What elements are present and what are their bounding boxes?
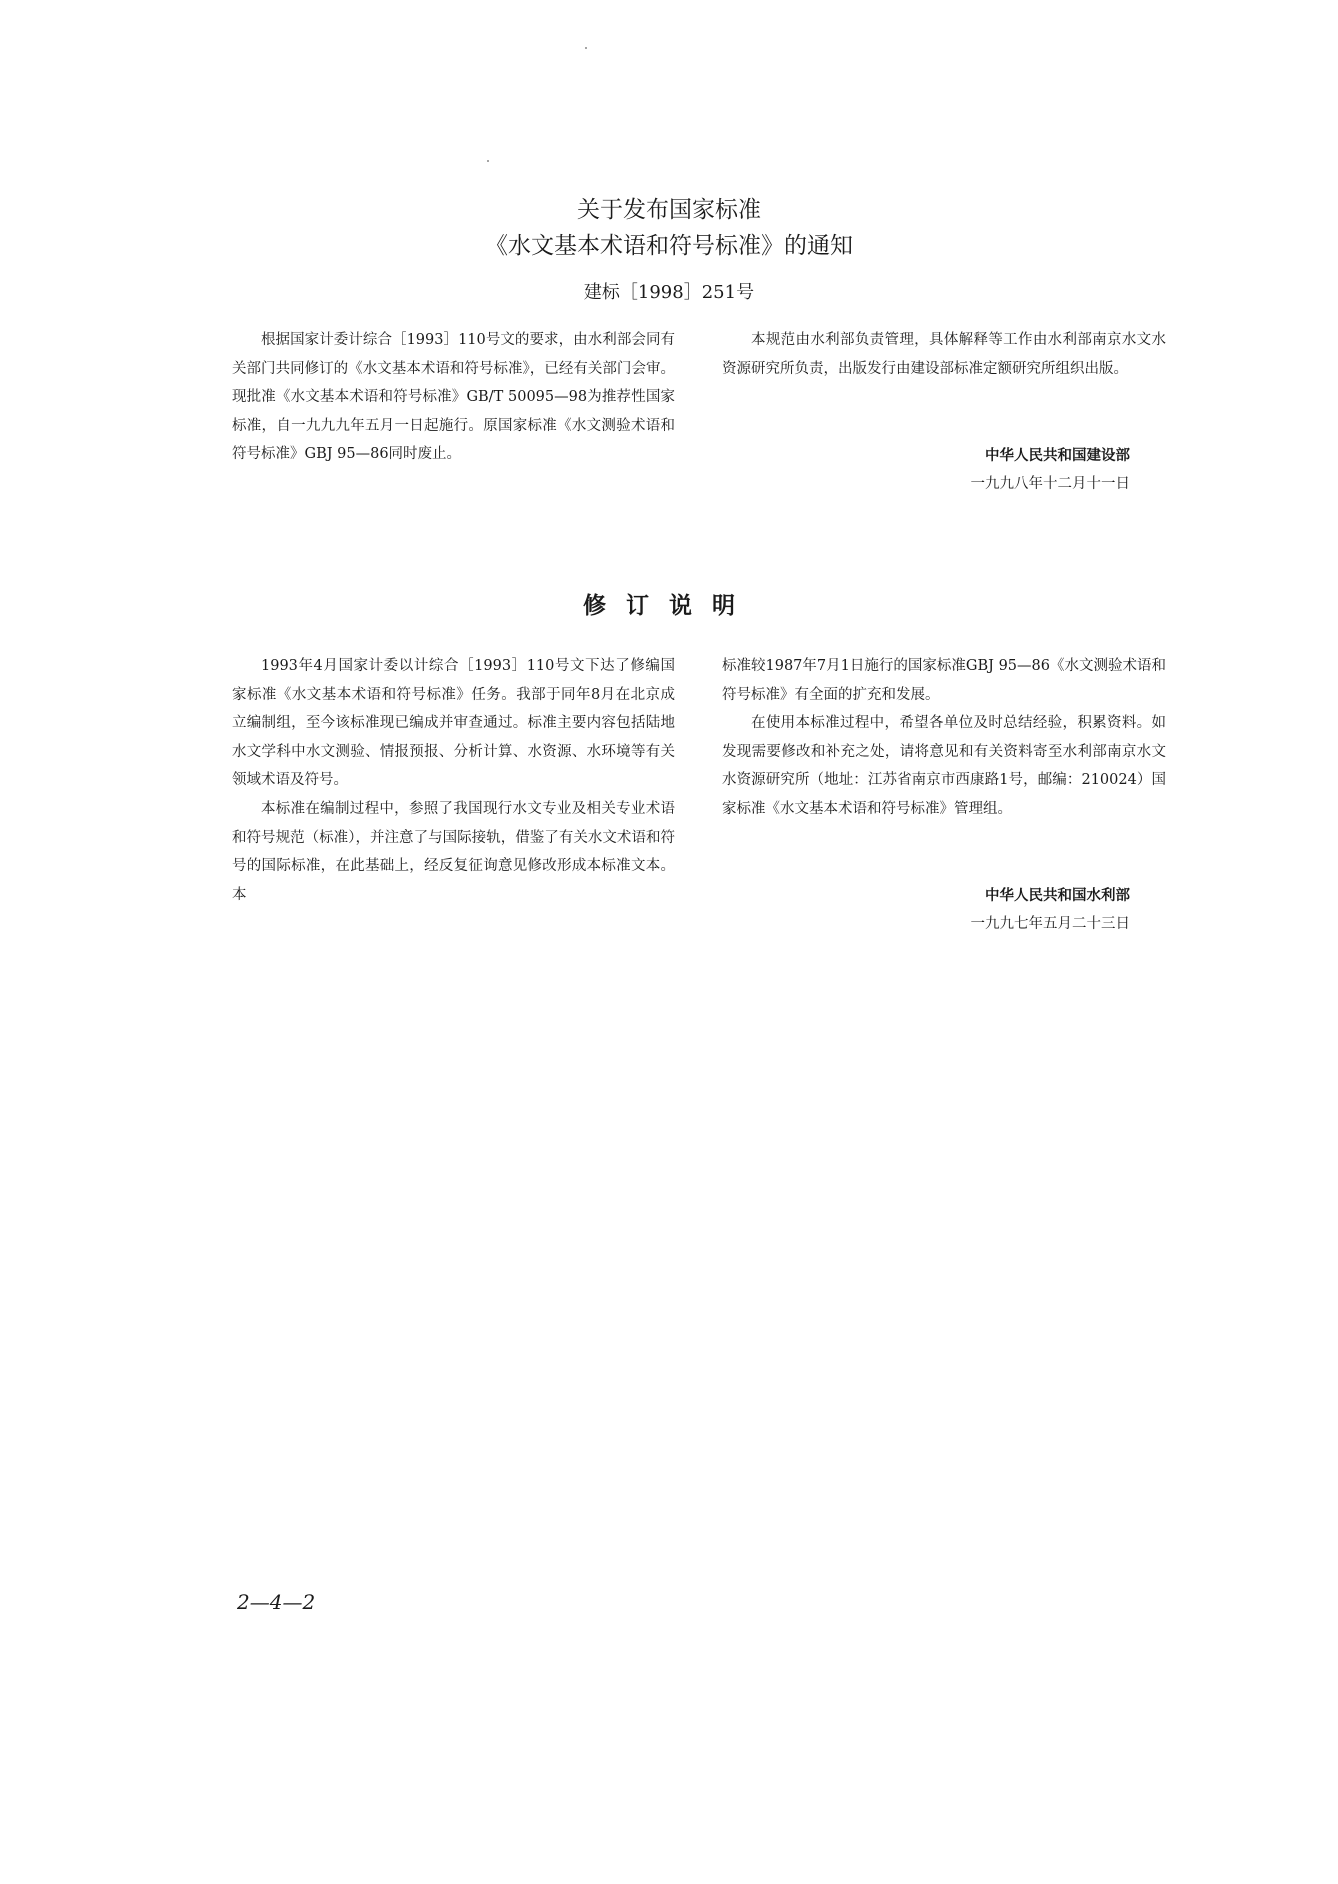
revision-paragraph: 1993年4月国家计委以计综合［1993］110号文下达了修编国家标准《水文基本术语和符号标准》任务。我部于同年8月在北京成立编制组，至今该标准现已编成并审查通过。标准主要内容包括陆地水文学科中水文测验、情报预报、分析计算、水资源、水环境等有关领域术语及符号。	[232, 658, 675, 789]
revision-paragraph: 本标准在编制过程中，参照了我国现行水文专业及相关专业术语和符号规范（标准），并注意了与国际接轨，借鉴了有关水文术语和符号的国际标准，在此基础上，经反复征询意见修改形成本标准文本。本	[232, 800, 675, 903]
revision-paragraph: 在使用本标准过程中，希望各单位及时总结经验，积累资料。如发现需要修改和补充之处，请将意见和有关资料寄至水利部南京水文水资源研究所（地址：江苏省南京市西康路1号，邮编：210024）国家标准《水文基本术语和符号标准》管理组。	[722, 715, 1166, 817]
revision-paragraph-continued: 标准较1987年7月1日施行的国家标准GBJ 95—86《水文测验术语和符号标准》有全面的扩充和发展。	[722, 658, 1166, 703]
notice-paragraph: 根据国家计委计综合［1993］110号文的要求，由水利部会同有关部门共同修订的《水文基本术语和符号标准》，已经有关部门会审。现批准《水文基本术语和符号标准》GB/T 50095—98为推荐性国家标准，自一九九九年五月一日起施行。原国家标准《水文测验术语和符号标准》GBJ 95—86同时废止。	[232, 332, 675, 463]
revision-signature	[860, 882, 1130, 938]
issue-date: 一九九八年十二月十一日	[970, 476, 1130, 492]
scan-speck	[487, 160, 489, 162]
notice-body-right	[722, 326, 1166, 383]
notice-paragraph: 本规范由水利部负责管理，具体解释等工作由水利部南京水文水资源研究所负责，出版发行由建设部标准定额研究所组织出版。	[722, 332, 1166, 377]
notice-title-line2: 《水文基本术语和符号标准》的通知	[485, 233, 853, 259]
revision-body-left	[232, 652, 675, 909]
issue-date: 一九九七年五月二十三日	[970, 916, 1130, 932]
notice-title	[0, 192, 1338, 264]
notice-body-left	[232, 326, 675, 469]
revision-body-right	[722, 652, 1166, 824]
notice-signature	[860, 442, 1130, 498]
issuer-name: 中华人民共和国水利部	[985, 887, 1130, 904]
revision-title: 修订说明	[583, 592, 755, 619]
notice-title-line1: 关于发布国家标准	[577, 197, 761, 223]
issuer-name: 中华人民共和国建设部	[985, 447, 1130, 464]
scan-speck	[585, 47, 587, 49]
document-number: 建标［1998］251号	[583, 282, 755, 303]
page-number: 2—4—2	[237, 1590, 316, 1614]
